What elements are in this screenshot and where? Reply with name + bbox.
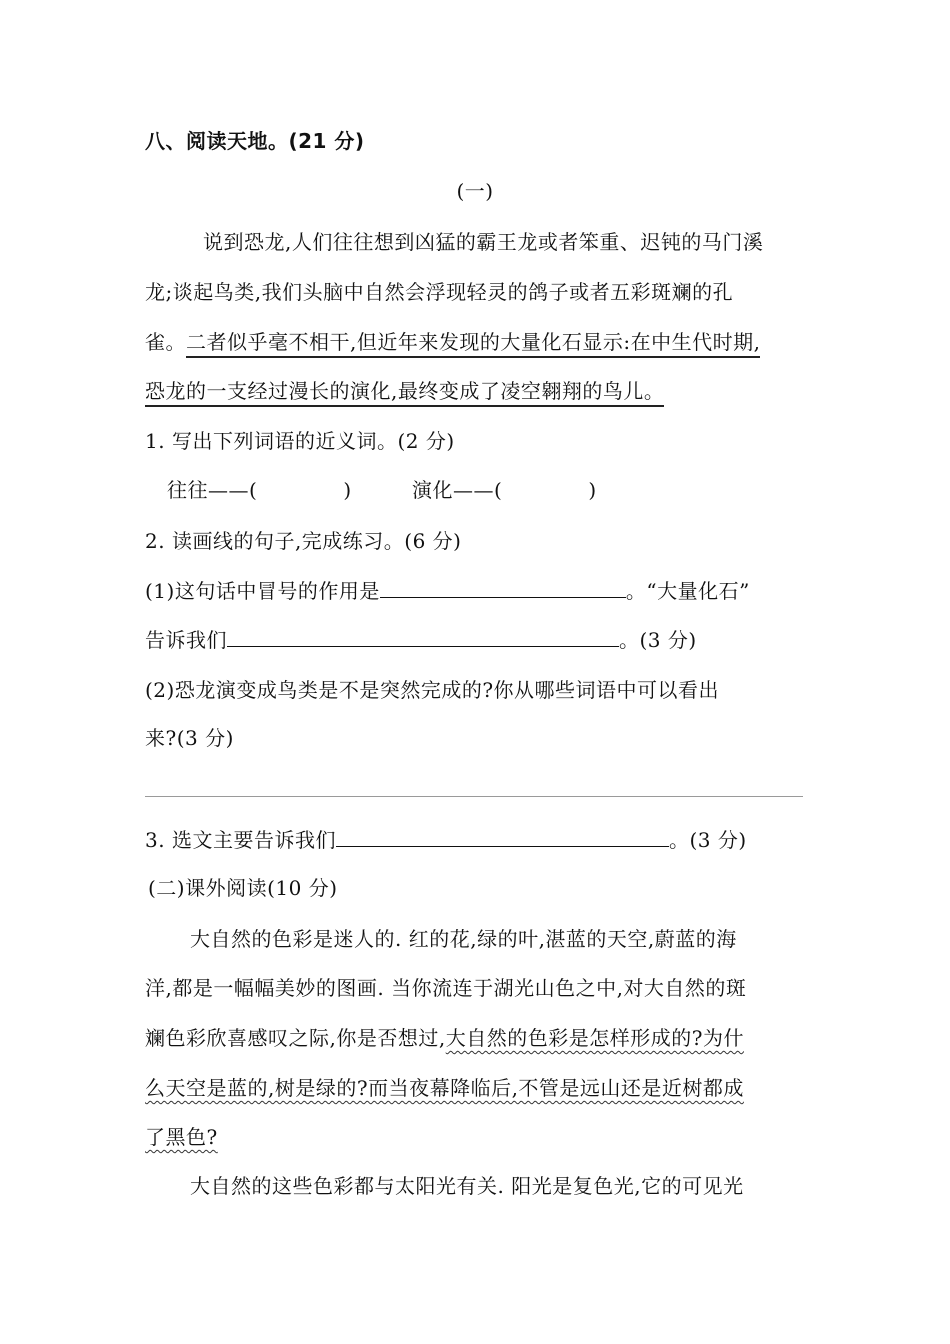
q2-sub1-prefix: (1)这句话中冒号的作用是	[145, 579, 380, 603]
q2-sub2-answer-line[interactable]	[145, 796, 803, 797]
passage1-line3-plain: 雀。	[145, 330, 186, 354]
wavy-underlined-question-part3: 了黑色?	[145, 1125, 218, 1149]
passage1-line1: 说到恐龙,人们往往想到凶猛的霸王龙或者笨重、迟钝的马门溪	[203, 230, 764, 254]
q2-sub2-line2: 来?(3 分)	[145, 726, 234, 750]
q1-title: 1. 写出下列词语的近义词。(2 分)	[145, 429, 455, 453]
passage2-para1-line5	[145, 1123, 218, 1151]
passage2-para1-line1: 大自然的色彩是迷人的. 红的花,绿的叶,湛蓝的天空,蔚蓝的海	[190, 927, 737, 951]
underlined-sentence-part1: 二者似乎毫不相干,但近年来发现的大量化石显示:在中生代时期,	[186, 330, 760, 358]
q1-item2-close: )	[588, 478, 597, 502]
q1-item1-close: )	[343, 478, 352, 502]
q3-prefix: 3. 选文主要告诉我们	[145, 828, 336, 852]
section-title: 八、阅读天地。(21 分)	[145, 129, 365, 153]
passage1-line2: 龙;谈起鸟类,我们头脑中自然会浮现轻灵的鸽子或者五彩斑斓的孔	[145, 280, 734, 304]
passage2-para1-line2: 洋,都是一幅幅美妙的图画. 当你流连于湖光山色之中,对大自然的斑	[145, 976, 747, 1000]
q1-item2-word: 演化——(	[412, 478, 503, 502]
underlined-sentence-part2: 恐龙的一支经过漫长的演化,最终变成了凌空翱翔的鸟儿。	[145, 379, 664, 407]
q2-sub1-line2	[145, 626, 697, 654]
q2-sub1-suffix: 。“大量化石”	[625, 579, 750, 603]
passage1-line4	[145, 377, 664, 405]
q2-title: 2. 读画线的句子,完成练习。(6 分)	[145, 529, 462, 553]
q1-item1	[167, 476, 352, 504]
passage2-para1-line4	[145, 1074, 744, 1102]
q2-sub1-line1	[145, 577, 750, 605]
q2-sub2-line1: (2)恐龙演变成鸟类是不是突然完成的?你从哪些词语中可以看出	[145, 678, 720, 702]
wavy-underlined-question-part2: 么天空是蓝的,树是绿的?而当夜幕降临后,不管是远山还是近树都成	[145, 1076, 744, 1100]
q3-answer-blank[interactable]	[336, 826, 669, 847]
q2-sub1-answer-blank-1[interactable]	[380, 577, 626, 598]
passage2-para2-line1: 大自然的这些色彩都与太阳光有关. 阳光是复色光,它的可见光	[190, 1174, 744, 1198]
q3-suffix: 。(3 分)	[668, 828, 747, 852]
q2-sub1-line2-suffix: 。(3 分)	[619, 628, 697, 652]
passage1-line3	[145, 328, 760, 356]
passage2-para1-line3	[145, 1024, 744, 1052]
q1-item2	[412, 476, 597, 504]
q2-sub1-answer-blank-2[interactable]	[227, 626, 619, 647]
part2-title: (二)课外阅读(10 分)	[148, 876, 338, 900]
q1-item1-word: 往往——(	[167, 478, 258, 502]
part1-title: (一)	[456, 179, 494, 203]
wavy-underlined-question-part1: 大自然的色彩是怎样形成的?为什	[445, 1026, 744, 1050]
passage2-para1-line3-plain: 斓色彩欣喜感叹之际,你是否想过,	[145, 1026, 446, 1050]
q2-sub1-line2-prefix: 告诉我们	[145, 628, 227, 652]
q3-line	[145, 826, 747, 854]
